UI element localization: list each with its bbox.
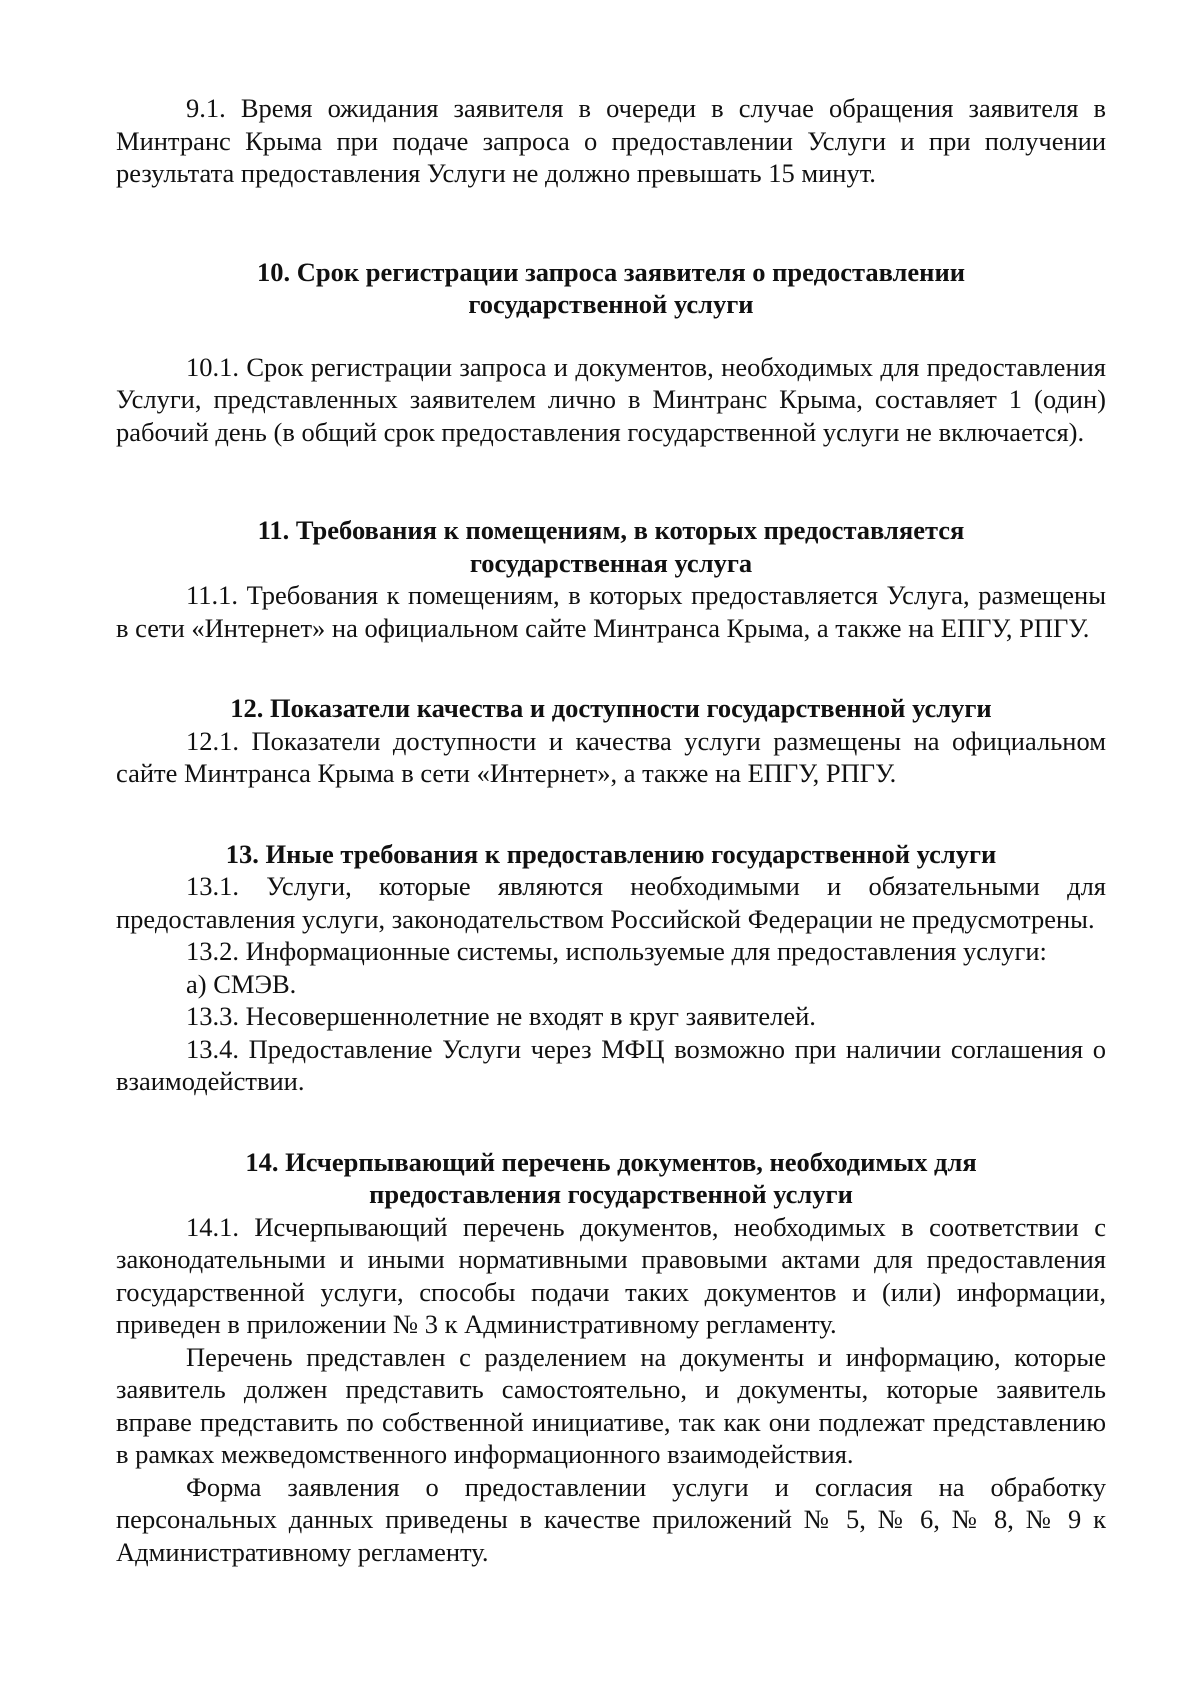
paragraph-13-4: 13.4. Предоставление Услуги через МФЦ возможно при наличии соглашения о взаимодействии. bbox=[116, 1033, 1106, 1096]
paragraph-12-1: 12.1. Показатели доступности и качества услуги размещены на официальном сайте Минтранса Крыма в сети «Интернет», а также на ЕПГУ, РПГУ. bbox=[116, 725, 1106, 788]
section-10-title bbox=[116, 256, 1106, 321]
section-14-title-line-2: предоставления государственной услуги bbox=[369, 1179, 853, 1209]
section-14-title bbox=[116, 1146, 1106, 1211]
section-13-title: 13. Иные требования к предоставлению государственной услуги bbox=[225, 838, 997, 869]
paragraph-13-1: 13.1. Услуги, которые являются необходимыми и обязательными для предоставления услуги, законодательством Российской Федерации не предусмотрены. bbox=[116, 871, 1106, 934]
paragraph-13-2: 13.2. Информационные системы, используемые для предоставления услуги: bbox=[186, 936, 1047, 966]
section-11-title bbox=[116, 514, 1106, 579]
section-11-title-line-1: 11. Требования к помещениям, в которых предоставляется bbox=[257, 515, 965, 545]
paragraph-9-1: 9.1. Время ожидания заявителя в очереди в случае обращения заявителя в Минтранс Крыма при подаче запроса о предоставлении Услуги и при получении результата предоставления Услуги не должно превышать 15 минут. bbox=[116, 93, 1106, 188]
paragraph-14-2: Перечень представлен с разделением на документы и информацию, которые заявитель должен представить самостоятельно, и документы, которые заявитель вправе представить по собственной инициативе, так как они подлежат представлению в рамках межведомственного информационного взаимодействия. bbox=[116, 1341, 1106, 1469]
section-11-title-line-2: государственная услуга bbox=[469, 547, 753, 578]
paragraph-14-3: Форма заявления о предоставлении услуги и согласия на обработку персональных данных приведены в качестве приложений № 5, № 6, № 8, № 9 к Административному регламенту. bbox=[116, 1471, 1106, 1567]
section-14-title-line-1: 14. Исчерпывающий перечень документов, необходимых для bbox=[245, 1146, 977, 1177]
section-12-title: 12. Показатели качества и доступности государственной услуги bbox=[230, 693, 992, 723]
paragraph-14-1: 14.1. Исчерпывающий перечень документов, необходимых в соответствии с законодательными и иными нормативными правовыми актами для предоставления государственной услуги, способы подачи таких документов и (или) информации, приведен в приложении № 3 к Административному регламенту. bbox=[116, 1211, 1106, 1339]
paragraph-13-3: 13.3. Несовершеннолетние не входят в круг заявителей. bbox=[186, 1001, 816, 1031]
paragraph-10-1: 10.1. Срок регистрации запроса и документов, необходимых для предоставления Услуги, представленных заявителем лично в Минтранс Крыма, составляет 1 (один) рабочий день (в общий срок предоставления государственной услуги не включается). bbox=[116, 351, 1106, 447]
section-10-title-line-1: 10. Срок регистрации запроса заявителя о предоставлении bbox=[257, 256, 965, 287]
paragraph-11-1: 11.1. Требования к помещениям, в которых предоставляется Услуга, размещены в сети «Интернет» на официальном сайте Минтранса Крыма, а также на ЕПГУ, РПГУ. bbox=[116, 580, 1106, 643]
paragraph-13-2-a: а) СМЭВ. bbox=[186, 968, 297, 999]
document-page bbox=[116, 92, 1106, 1568]
section-10-title-line-2: государственной услуги bbox=[468, 289, 754, 319]
